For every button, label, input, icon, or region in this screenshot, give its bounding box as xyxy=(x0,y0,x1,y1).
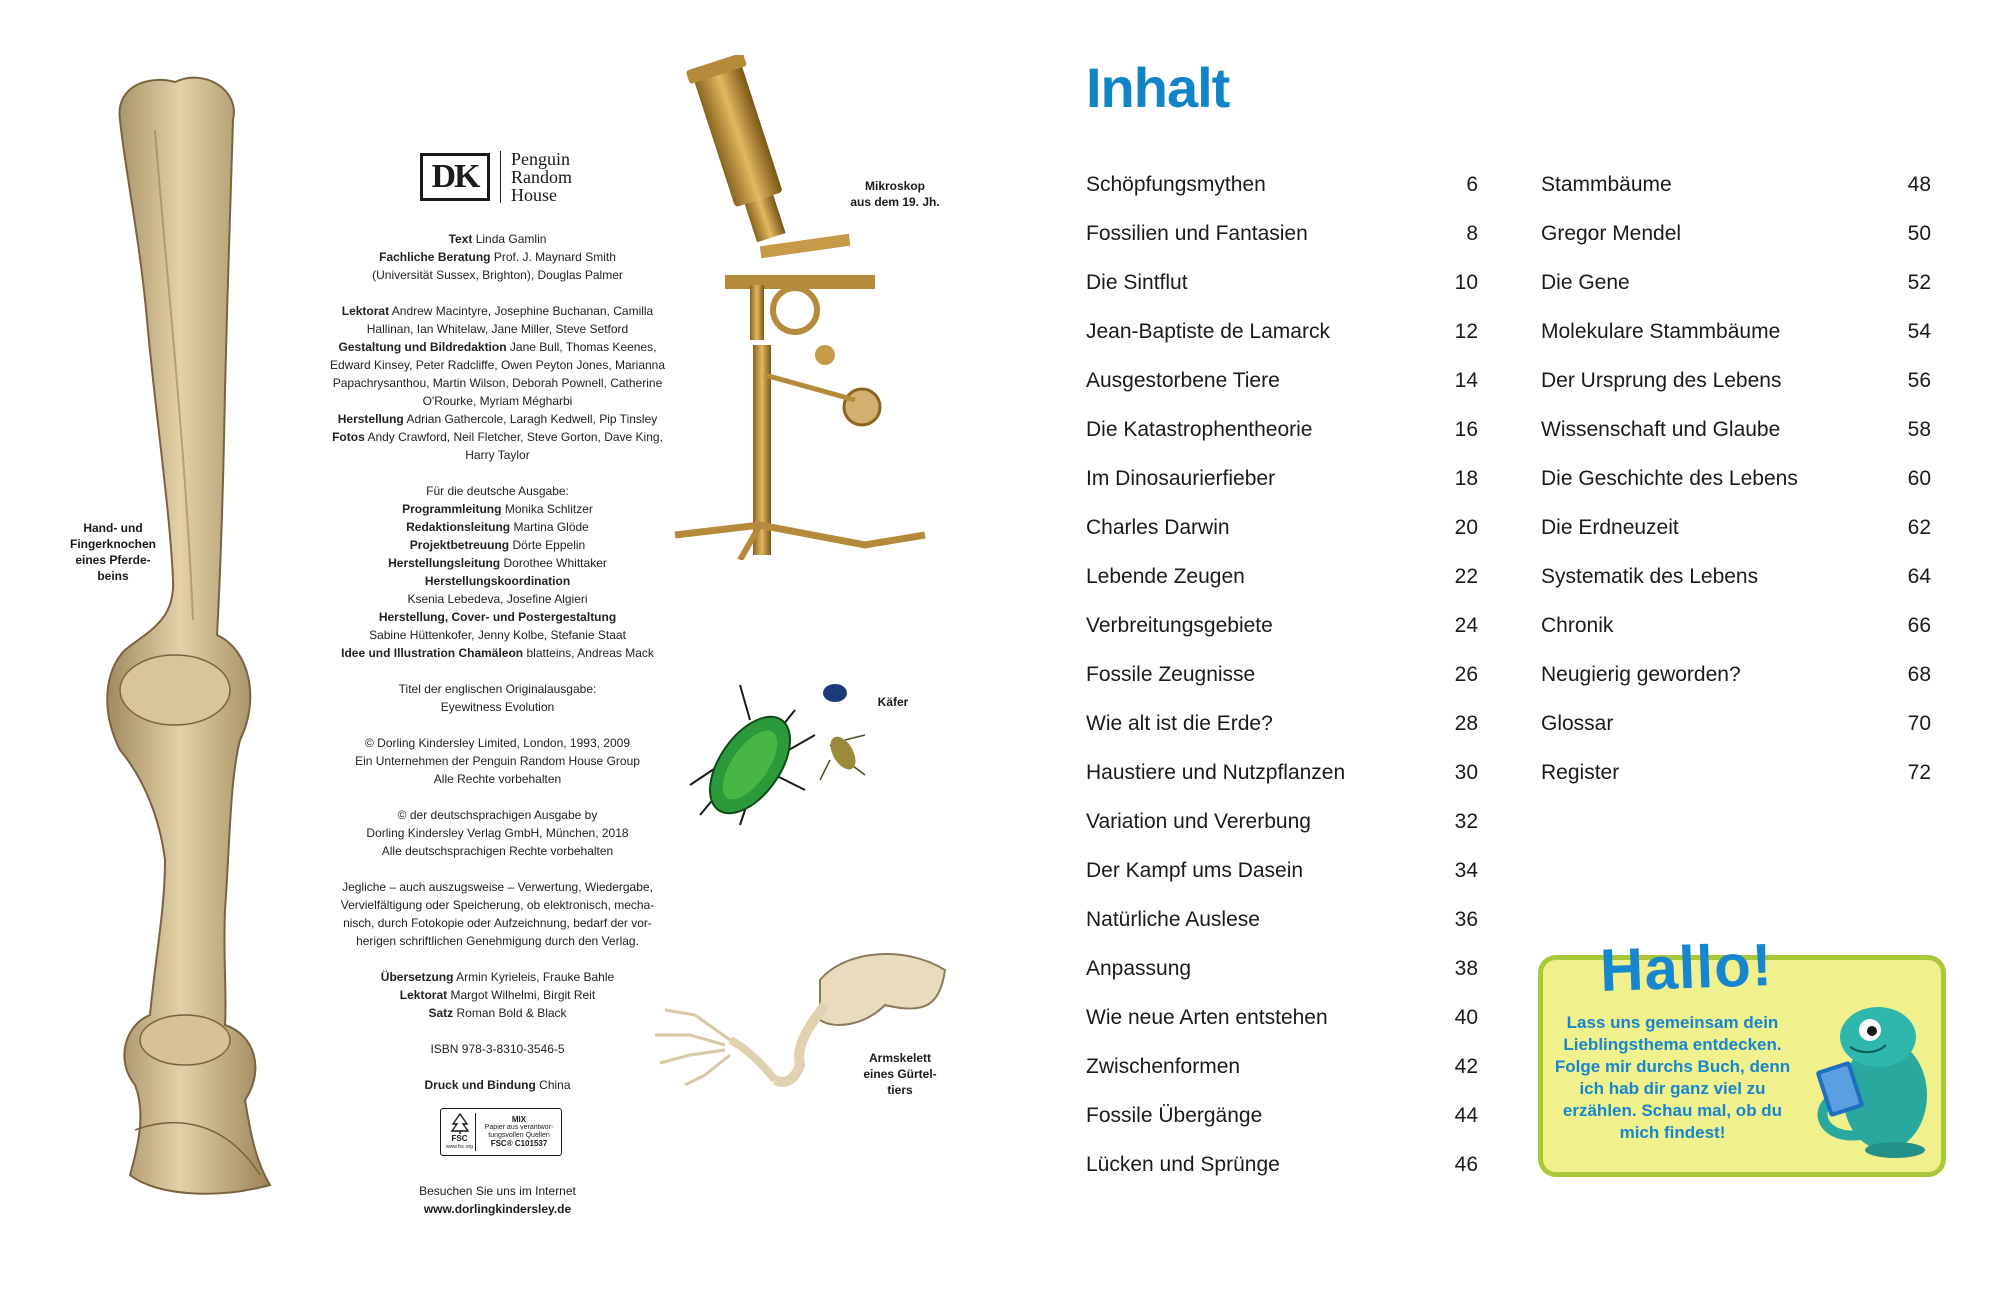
toc-entry-title: Die Gene xyxy=(1541,271,1630,294)
toc-entry-title: Systematik des Lebens xyxy=(1541,565,1759,588)
toc-entry[interactable] xyxy=(1541,405,1931,454)
toc-entry-page: 58 xyxy=(1907,418,1931,441)
toc-entry-title: Chronik xyxy=(1541,614,1614,637)
toc-entry-page: 12 xyxy=(1454,320,1478,343)
toc-entry-page: 52 xyxy=(1907,271,1931,294)
toc-entry-title: Fossile Übergänge xyxy=(1086,1104,1263,1127)
hallo-text: Lass uns gemeinsam dein Lieblingsthema entdecken. Folge mir durchs Buch, denn ich hab dir ganz viel zu erzählen. Schau mal, ob du mich findest! xyxy=(1554,1013,1791,1142)
imprint-rights-notice: Jegliche – auch auszugsweise – Verwertung, Wiedergabe, Vervielfältigung oder Speicherung, ob elektronisch, mecha- nisch, durch Fotokopie oder Aufzeichnung, bedarf der vor- herigen schriftlichen Genehmigung durch den Verlag. xyxy=(340,880,655,948)
toc-entry-page: 24 xyxy=(1454,614,1478,637)
chameleon-mascot-icon xyxy=(1800,995,1950,1160)
toc-entry-page: 10 xyxy=(1454,271,1478,294)
toc-entry-title: Verbreitungsgebiete xyxy=(1086,614,1273,637)
toc-entry-title: Die Erdneuzeit xyxy=(1541,516,1679,539)
toc-entry-page: 68 xyxy=(1907,663,1931,686)
toc-entry-page: 66 xyxy=(1907,614,1931,637)
microscope-image xyxy=(665,55,935,560)
toc-entry-title: Variation und Vererbung xyxy=(1086,810,1311,833)
toc-entry-title: Der Kampf ums Dasein xyxy=(1086,859,1304,882)
toc-entry-page: 62 xyxy=(1907,516,1931,539)
toc-entry-page: 50 xyxy=(1907,222,1931,245)
toc-entry[interactable] xyxy=(1086,258,1478,307)
toc-entry-title: Charles Darwin xyxy=(1086,516,1230,539)
toc-entry-title: Schöpfungsmythen xyxy=(1086,173,1266,196)
toc-entry-title: Lebende Zeugen xyxy=(1086,565,1245,588)
toc-entry-page: 16 xyxy=(1454,418,1478,441)
toc-entry[interactable] xyxy=(1541,748,1931,797)
toc-entry-title: Jean-Baptiste de Lamarck xyxy=(1086,320,1330,343)
toc-entry-page: 36 xyxy=(1454,908,1478,931)
fsc-tree-icon: FSC www.fsc.org xyxy=(444,1113,476,1151)
toc-entry[interactable] xyxy=(1086,405,1478,454)
imprint-credits-en: Lektorat Andrew Macintyre, Josephine Buchanan, Camilla Hallinan, Ian Whitelaw, Jane Miller, Steve Setford Gestaltung und Bildredaktion Jane Bull, Thomas Keenes, Edward Kinsey, Peter Radcliffe, Owen Peyton Jones, Marianna Papachrysanthou, Martin Wilson, Deborah Pownell, Catherine O'Rourke, Myriam Mégharbi Herstellung Adrian Gathercole, Laragh Kedwell, Pip Tinsley Fotos Andy Crawford, Neil Fletcher, Steve Gorton, Dave King, Harry Taylor xyxy=(329,304,666,462)
horse-leg-bone-image xyxy=(55,60,295,1230)
toc-entry-page: 14 xyxy=(1454,369,1478,392)
toc-entry-title: Der Ursprung des Lebens xyxy=(1541,369,1782,392)
toc-entry[interactable] xyxy=(1086,748,1478,797)
toc-entry[interactable] xyxy=(1541,503,1931,552)
toc-entry-title: Molekulare Stammbäume xyxy=(1541,320,1781,343)
toc-entry-title: Die Katastrophentheorie xyxy=(1086,418,1313,441)
toc-entry-title: Wissenschaft und Glaube xyxy=(1541,418,1781,441)
toc-entry-title: Wie alt ist die Erde? xyxy=(1086,712,1273,735)
toc-entry-title: Zwischenformen xyxy=(1086,1055,1241,1078)
toc-entry-page: 64 xyxy=(1907,565,1931,588)
toc-entry-title: Im Dinosaurierfieber xyxy=(1086,467,1276,490)
imprint-copyright-en: © Dorling Kindersley Limited, London, 1993, 2009 Ein Unternehmen der Penguin Random House Group Alle Rechte vorbehalten xyxy=(355,736,640,786)
toc-entry[interactable] xyxy=(1541,209,1931,258)
toc-entry-page: 56 xyxy=(1907,369,1931,392)
toc-entry[interactable] xyxy=(1086,699,1478,748)
toc-right-column xyxy=(1541,160,1931,797)
toc-entry-title: Anpassung xyxy=(1086,957,1192,980)
toc-entry[interactable] xyxy=(1086,1091,1478,1140)
toc-entry-page: 34 xyxy=(1454,859,1478,882)
toc-entry[interactable] xyxy=(1086,601,1478,650)
toc-entry[interactable] xyxy=(1086,1042,1478,1091)
imprint-credits-de: Für die deutsche Ausgabe: Programmleitung Monika Schlitzer Redaktionsleitung Martina Glöde Projektbetreuung Dörte Eppelin Herstellungsleitung Dorothee Whittaker Herstellungskoordination Ksenia Lebedeva, Josefine Algieri Herstellung, Cover- und Postergestaltung Sabine Hüttenkofer, Jenny Kolbe, Stefanie Staat Idee und Illustration Chamäleon blatteins, Andreas Mack xyxy=(341,484,654,660)
toc-entry[interactable] xyxy=(1086,650,1478,699)
website-note: Besuchen Sie uns im Internet www.dorlingkindersley.de xyxy=(320,1182,675,1218)
imprint-print: Druck und Bindung China xyxy=(424,1078,571,1092)
toc-entry-title: Die Geschichte des Lebens xyxy=(1541,467,1798,490)
toc-entry-page: 44 xyxy=(1454,1104,1478,1127)
website-link[interactable]: www.dorlingkindersley.de xyxy=(423,1202,572,1216)
beetle-caption: Käfer xyxy=(877,695,909,709)
microscope-caption: Mikroskop aus dem 19. Jh. xyxy=(850,179,940,209)
toc-entry-title: Ausgestorbene Tiere xyxy=(1086,369,1280,392)
toc-entry-page: 30 xyxy=(1454,761,1478,784)
toc-entry[interactable] xyxy=(1086,356,1478,405)
dk-logo: DK xyxy=(420,153,490,201)
toc-entry-page: 60 xyxy=(1907,467,1931,490)
toc-entry-title: Haustiere und Nutzpflanzen xyxy=(1086,761,1346,784)
toc-entry-title: Natürliche Auslese xyxy=(1086,908,1260,931)
toc-entry[interactable] xyxy=(1086,454,1478,503)
toc-entry-title: Neugierig geworden? xyxy=(1541,663,1741,686)
fsc-text: MIX Papier aus verantwor- tungsvollen Quellen FSC® C101537 xyxy=(484,1115,554,1148)
toc-entry-page: 6 xyxy=(1466,173,1478,196)
toc-entry-page: 38 xyxy=(1454,957,1478,980)
toc-entry-title: Register xyxy=(1541,761,1620,784)
toc-entry[interactable] xyxy=(1541,307,1931,356)
imprint-copyright-de: © der deutschsprachigen Ausgabe by Dorling Kindersley Verlag GmbH, München, 2018 Alle deutschsprachigen Rechte vorbehalten xyxy=(366,808,629,858)
toc-entry-page: 28 xyxy=(1454,712,1478,735)
toc-entry-title: Die Sintflut xyxy=(1086,271,1188,294)
toc-entry[interactable] xyxy=(1541,601,1931,650)
toc-entry-title: Glossar xyxy=(1541,712,1614,735)
toc-entry[interactable] xyxy=(1541,699,1931,748)
toc-entry[interactable] xyxy=(1086,895,1478,944)
toc-entry-page: 32 xyxy=(1454,810,1478,833)
toc-entry-page: 70 xyxy=(1907,712,1931,735)
toc-entry[interactable] xyxy=(1086,503,1478,552)
toc-entry-page: 42 xyxy=(1454,1055,1478,1078)
imprint-original-title: Titel der englischen Originalausgabe: Eyewitness Evolution xyxy=(398,682,597,714)
arm-caption: Armskelett eines Gürtel- tiers xyxy=(863,1051,937,1097)
beetles-image xyxy=(680,665,910,840)
toc-entry-page: 54 xyxy=(1907,320,1931,343)
toc-title: Inhalt xyxy=(1086,56,1230,119)
toc-entry-page: 22 xyxy=(1454,565,1478,588)
toc-entry-title: Fossilien und Fantasien xyxy=(1086,222,1308,245)
toc-entry[interactable] xyxy=(1086,1140,1478,1189)
toc-entry-title: Lücken und Sprünge xyxy=(1086,1153,1280,1176)
toc-left-column xyxy=(1086,160,1478,1189)
toc-entry[interactable] xyxy=(1541,258,1931,307)
toc-entry-page: 20 xyxy=(1454,516,1478,539)
toc-entry[interactable] xyxy=(1541,552,1931,601)
toc-entry-title: Wie neue Arten entstehen xyxy=(1086,1006,1328,1029)
toc-entry-page: 26 xyxy=(1454,663,1478,686)
imprint xyxy=(320,230,675,1112)
toc-entry-page: 48 xyxy=(1907,173,1931,196)
bone-caption: Hand- und Fingerknochen eines Pferde- beins xyxy=(69,521,156,583)
toc-entry-title: Stammbäume xyxy=(1541,173,1672,196)
toc-entry[interactable] xyxy=(1541,650,1931,699)
hallo-heading: Hallo! xyxy=(1598,931,1774,1004)
imprint-translation: Übersetzung Armin Kyrieleis, Frauke Bahle Lektorat Margot Wilhelmi, Birgit Reit Satz Roman Bold & Black xyxy=(380,970,615,1020)
toc-entry-title: Gregor Mendel xyxy=(1541,222,1682,245)
toc-entry[interactable] xyxy=(1086,993,1478,1042)
toc-entry-title: Fossile Zeugnisse xyxy=(1086,663,1256,686)
toc-entry-page: 18 xyxy=(1454,467,1478,490)
toc-entry[interactable] xyxy=(1541,356,1931,405)
toc-entry-page: 72 xyxy=(1907,761,1931,784)
toc-entry[interactable] xyxy=(1541,454,1931,503)
toc-entry-page: 40 xyxy=(1454,1006,1478,1029)
toc-entry[interactable] xyxy=(1086,160,1478,209)
imprint-isbn: ISBN 978-3-8310-3546-5 xyxy=(430,1042,565,1056)
toc-entry[interactable] xyxy=(1086,797,1478,846)
toc-entry[interactable] xyxy=(1086,944,1478,993)
toc-entry-page: 8 xyxy=(1466,222,1478,245)
toc-entry[interactable] xyxy=(1086,846,1478,895)
publisher-logo xyxy=(420,150,572,204)
fsc-badge xyxy=(440,1108,562,1156)
toc-entry[interactable] xyxy=(1086,209,1478,258)
toc-entry[interactable] xyxy=(1086,552,1478,601)
logo-divider xyxy=(500,151,501,203)
toc-entry[interactable] xyxy=(1086,307,1478,356)
imprint-authors: Text Linda Gamlin Fachliche Beratung Prof. J. Maynard Smith (Universität Sussex, Brighton), Douglas Palmer xyxy=(372,232,623,282)
penguin-random-house-wordmark: Penguin Random House xyxy=(511,149,572,205)
toc-entry-page: 46 xyxy=(1454,1153,1478,1176)
toc-entry[interactable] xyxy=(1541,160,1931,209)
